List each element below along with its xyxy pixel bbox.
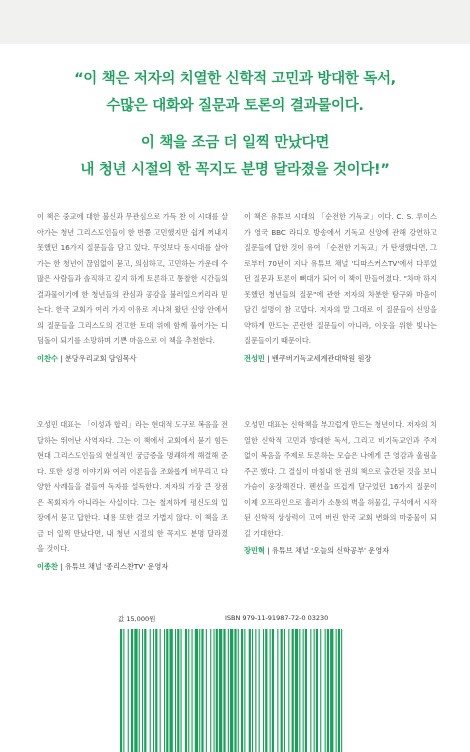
endorser-name: 이종찬	[37, 561, 58, 571]
endorsement-text: 오성민 대표는 「이성과 합리」라는 현대적 도구로 복음을 전달하는 뛰어난 사역자다. 그는 이 책에서 교회에서 묻기 힘든 현대 그리스도인들의 현실적인 궁금증을 명쾌하게 해결해 준다. 또한 성경 이야기와 여러 이론들을 조화롭게 버무리고 다양한 사례들을 곁들여 독자를 설득한다. 저자의 가장 큰 장점은 목회자가 아니라는 사실이다. 그는 철저하게 평신도의 입장에서 묻고 답한다. 내용 또한 결코 가볍지 않다. 이 책을 조금 더 일찍 만났다면, 내 청년 시절의 한 꼭지도 분명 달라졌을 것이다.	[37, 420, 228, 553]
endorser-role: 분당우리교회 담임목사	[64, 353, 137, 363]
barcode-stripe	[128, 629, 129, 752]
barcode-stripe	[244, 629, 245, 752]
barcode-stripe	[155, 629, 157, 752]
barcode-stripe	[228, 629, 229, 752]
barcode-stripe	[160, 629, 161, 752]
barcode-stripe	[206, 629, 207, 752]
barcode-stripe	[177, 629, 179, 752]
barcode-stripe	[214, 629, 215, 752]
barcode-icon	[118, 629, 345, 752]
barcode-stripe	[252, 629, 253, 752]
barcode-stripe	[185, 629, 187, 752]
barcode-stripe	[259, 629, 260, 752]
hero-quote	[0, 66, 470, 184]
barcode-stripe	[216, 629, 218, 752]
barcode-stripe	[223, 629, 225, 752]
barcode-stripe	[338, 629, 340, 752]
endorser-signature: 이찬수 | 분당우리교회 담임목사	[37, 353, 137, 363]
barcode-stripe	[270, 629, 271, 752]
barcode-stripe	[153, 629, 154, 752]
barcode-stripe	[327, 629, 329, 752]
barcode-stripe	[150, 629, 151, 752]
barcode-stripe	[305, 629, 307, 752]
barcode-stripe	[330, 629, 333, 752]
barcode-stripe	[320, 629, 321, 752]
endorser-role: 밴쿠버기독교세계관대학원 원장	[271, 353, 372, 363]
endorser-name: 장민혁	[244, 546, 265, 555]
barcode-stripe	[310, 629, 311, 752]
barcode-stripe	[241, 629, 243, 752]
endorser-signature: 장민혁 | 유튜브 채널 '오늘의 신학공부' 운영자	[244, 546, 390, 555]
barcode-stripe	[277, 629, 278, 752]
endorser-signature: 전성민 | 밴쿠버기독교세계관대학원 원장	[244, 353, 372, 363]
barcode-stripe	[238, 629, 239, 752]
endorsement-text: 이 책은 유튜브 시대의 「순전한 기독교」이다. C. S. 루이스가 영국 BBC 라디오 방송에서 기독교 신앙에 관해 강연하고 질문들에 답한 것이 유여 「순전한 기독교」가 탄생했다면, 그로부터 70년이 지나 유튜브 채널 '디따스커스TV'에서 다루었던 질문과 토론이 뼈대가 되어 이 책이 만들어졌다. "차마 하지 못했던 청년들의 질문"에 관한 저자의 차분한 탐구와 마음이 담긴 설명이 참 고맙다. 저자의 말 그대로 이 질문들이 신앙을 약하게 만드는 곤란한 질문들이 아니라, 이웃을 위한 빛나는 질문들이기 때문이다.	[244, 212, 437, 345]
barcode-stripe	[265, 629, 267, 752]
barcode-stripe	[341, 629, 342, 752]
barcode-stripe	[219, 629, 222, 752]
price-label: 값 15,000원	[118, 615, 156, 623]
barcode-stripe	[288, 629, 289, 752]
barcode-stripe	[336, 629, 337, 752]
barcode-stripe	[292, 629, 294, 752]
barcode-stripe	[299, 629, 300, 752]
barcode-stripe	[175, 629, 176, 752]
barcode-stripe	[295, 629, 298, 752]
hero-line-4: 내 청년 시절의 한 꼭지도 분명 달라졌을 것이다!”	[80, 162, 390, 178]
endorser-name: 이찬수	[37, 353, 58, 363]
barcode-stripe	[195, 629, 198, 752]
endorsement-4	[244, 417, 437, 559]
barcode-stripe	[199, 629, 200, 752]
endorsement-text: 이 책은 중교에 대한 불신과 무관심으로 가득 찬 이 시대를 살아가는 청년 그리스도인들이 한 번쯤 고민했지만 쉽게 꺼내지 못했던 16가지 질문들을 담고 있다. 무엇보다 동시대를 살아가는 한 청년이 끊임없이 묻고, 의심하고, 고민하는 가운데 수많은 사람들과 솔직하고 깊지 하게 토론하고 통찰한 시간들의 결과물이기에 한 청년들의 관심과 공감을 불러일으키리라 믿는다. 한국 교회가 여러 가지 이유로 지나쳐 왔던 신앙 안에서의 질문들을 그리스도의 견고한 토대 위에 함께 풀어가는 디딤돌이 되기를 소망하며 기쁜 마음으로 이 책을 추천한다.	[37, 212, 228, 345]
barcode-stripe	[272, 629, 274, 752]
endorser-role: 유튜브 채널 '오늘의 신학공부' 운영자	[271, 546, 390, 555]
barcode-stripe	[249, 629, 251, 752]
barcode-stripe	[230, 629, 233, 752]
barcode-stripe	[316, 629, 318, 752]
barcode-stripe	[131, 629, 133, 752]
barcode-stripe	[170, 629, 173, 752]
barcode-stripe	[284, 629, 285, 752]
barcode-stripe	[281, 629, 283, 752]
hero-line-1: “이 책은 저자의 치열한 신학적 고민과 방대한 독서,	[74, 71, 396, 87]
barcode-stripe	[120, 629, 122, 752]
isbn-label: ISBN 979-11-91987-72-0 03230	[225, 614, 329, 622]
barcode-stripe	[144, 629, 146, 752]
endorsement-2	[244, 209, 437, 366]
barcode-stripe	[139, 629, 140, 752]
top-band	[0, 0, 470, 44]
endorsement-3	[37, 417, 228, 574]
barcode-stripe	[201, 629, 203, 752]
endorser-role: 유튜브 채널 '종리스찬TV' 운영자	[64, 561, 169, 571]
barcode-stripe	[255, 629, 256, 752]
barcode-stripe	[164, 629, 165, 752]
barcode-stripe	[142, 629, 143, 752]
barcode-stripe	[325, 629, 326, 752]
barcode-stripe	[210, 629, 211, 752]
barcode-stripe	[192, 629, 193, 752]
barcode-stripe	[303, 629, 304, 752]
endorsement-text: 오성민 대표는 신학책을 부끄럽게 만드는 청년이다. 저자의 치열한 신학적 고민과 방대한 독서, 그리고 비기독교인과 주저 없이 복음을 주제로 토론하는 모습은 나에게 큰 영감과 울림을 주곤 했다. 그 결실이 마침내 한 권의 책으로 출간된 것을 보니 가슴이 웅장해진다. 펜션을 뜨겁게 달구었던 16가지 질문이 이제 오프라인으로 흘러가 소통의 벽을 허물길, 구석에서 시작된 신학적 상상력이 고여 버린 한국 교회 변화의 마중물이 되길 기대한다.	[244, 420, 437, 538]
barcode-stripe	[123, 629, 124, 752]
hero-line-2: 수많은 대화와 질문과 토론의 결과물이다.	[106, 98, 364, 114]
endorser-signature: 이종찬 | 유튜브 채널 '종리스찬TV' 운영자	[37, 561, 169, 571]
barcode-stripe	[134, 629, 137, 752]
barcode-stripe	[263, 629, 264, 752]
barcode-stripe	[188, 629, 189, 752]
barcode-stripe	[234, 629, 236, 752]
barcode-stripe	[166, 629, 168, 752]
barcode-stripe	[181, 629, 182, 752]
barcode-stripe	[314, 629, 315, 752]
endorser-name: 전성민	[244, 353, 265, 363]
endorsement-1	[37, 209, 228, 366]
hero-line-3: 이 책을 조금 더 일찍 만났다면	[140, 135, 330, 151]
